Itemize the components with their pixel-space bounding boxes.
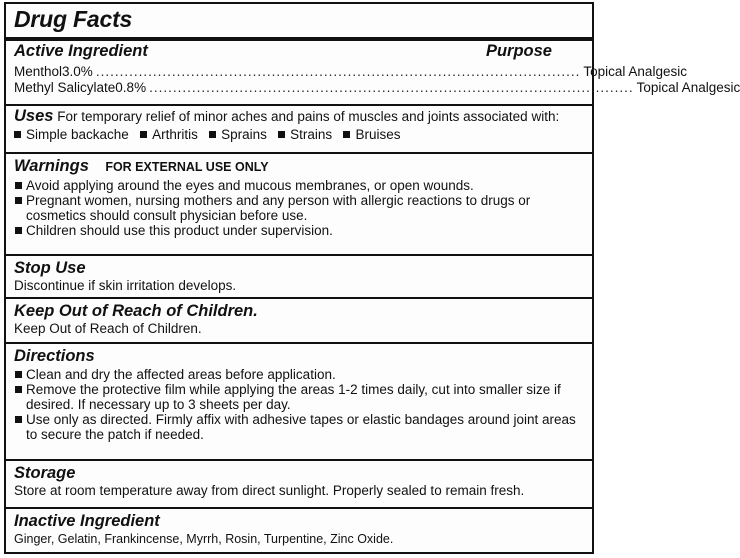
bullet-icon — [278, 131, 285, 138]
inactive-ingredient-text: Ginger, Gelatin, Frankincense, Myrrh, Rosin, Turpentine, Zinc Oxide. — [14, 532, 394, 546]
active-ingredient-row — [14, 80, 740, 96]
bullet-icon — [343, 131, 350, 138]
uses-item: Strains — [290, 127, 333, 142]
ingredient-purpose: Topical Analgesic — [636, 80, 740, 95]
section-divider — [6, 152, 592, 154]
ingredient-name: Menthol — [14, 64, 63, 79]
warnings-heading: Warnings — [14, 157, 89, 175]
bullet-icon — [14, 131, 21, 138]
warnings-item: Avoid applying around the eyes and mucous membranes, or open wounds. — [14, 178, 584, 193]
active-ingredient-heading: Active Ingredient — [14, 42, 148, 60]
directions-item: Clean and dry the affected areas before application. — [14, 367, 584, 382]
ingredient-purpose: Topical Analgesic — [583, 64, 687, 79]
warnings-list — [14, 178, 584, 238]
active-ingredient-section — [6, 42, 740, 96]
section-divider — [6, 507, 592, 509]
section-divider — [6, 254, 592, 256]
keep-out-text: Keep Out of Reach of Children. — [14, 321, 202, 336]
uses-item: Sprains — [221, 127, 267, 142]
bullet-icon — [209, 131, 216, 138]
uses-section — [6, 108, 592, 143]
storage-section — [6, 464, 592, 499]
directions-heading: Directions — [14, 347, 95, 365]
directions-list — [14, 367, 584, 442]
stop-use-text: Discontinue if skin irritation develops. — [14, 278, 237, 293]
uses-item: Simple backache — [26, 127, 129, 142]
active-ingredient-row — [14, 64, 687, 80]
bullet-icon — [140, 131, 147, 138]
uses-heading: Uses — [14, 107, 54, 125]
warnings-item: Pregnant women, nursing mothers and any person with allergic reactions to drugs or cosmetics should consult physician before use. — [14, 193, 584, 223]
keep-out-heading: Keep Out of Reach of Children. — [14, 302, 258, 320]
title-divider — [6, 37, 592, 41]
leader-dots: ...................................................................................................... — [95, 64, 581, 79]
keep-out-section — [6, 302, 592, 337]
storage-heading: Storage — [14, 464, 76, 482]
section-divider — [6, 342, 592, 344]
directions-item: Use only as directed. Firmly affix with adhesive tapes or elastic bandages around joint areas to secure the patch if needed. — [14, 412, 584, 442]
section-divider — [6, 297, 592, 299]
uses-item: Bruises — [355, 127, 401, 142]
stop-use-section — [6, 259, 592, 294]
leader-dots: ...................................................................................................... — [149, 80, 634, 95]
section-divider — [6, 459, 592, 461]
ingredient-name: Methyl Salicylate — [14, 80, 116, 95]
ingredient-amount: 0.8% — [115, 80, 147, 95]
warnings-item: Children should use this product under supervision. — [14, 223, 584, 238]
purpose-heading: Purpose — [485, 42, 552, 60]
drug-facts-title-section — [6, 6, 592, 33]
uses-list — [14, 127, 584, 143]
warnings-section — [6, 157, 592, 238]
directions-section — [6, 347, 592, 442]
ingredient-amount: 3.0% — [62, 64, 93, 79]
warnings-subheading: FOR EXTERNAL USE ONLY — [105, 160, 269, 174]
stop-use-heading: Stop Use — [14, 259, 86, 277]
uses-item: Arthritis — [152, 127, 198, 142]
uses-text: For temporary relief of minor aches and pains of muscles and joints associated with: — [57, 109, 560, 124]
drug-facts-title: Drug Facts — [14, 6, 133, 32]
inactive-ingredient-section — [6, 512, 592, 547]
storage-text: Store at room temperature away from direct sunlight. Properly sealed to remain fresh. — [14, 483, 525, 498]
directions-item: Remove the protective film while applying the areas 1-2 times daily, cut into smaller size if desired. If necessary up to 3 sheets per day. — [14, 382, 584, 412]
drug-facts-panel — [4, 2, 740, 554]
inactive-ingredient-heading: Inactive Ingredient — [14, 512, 160, 530]
section-divider — [6, 104, 592, 106]
